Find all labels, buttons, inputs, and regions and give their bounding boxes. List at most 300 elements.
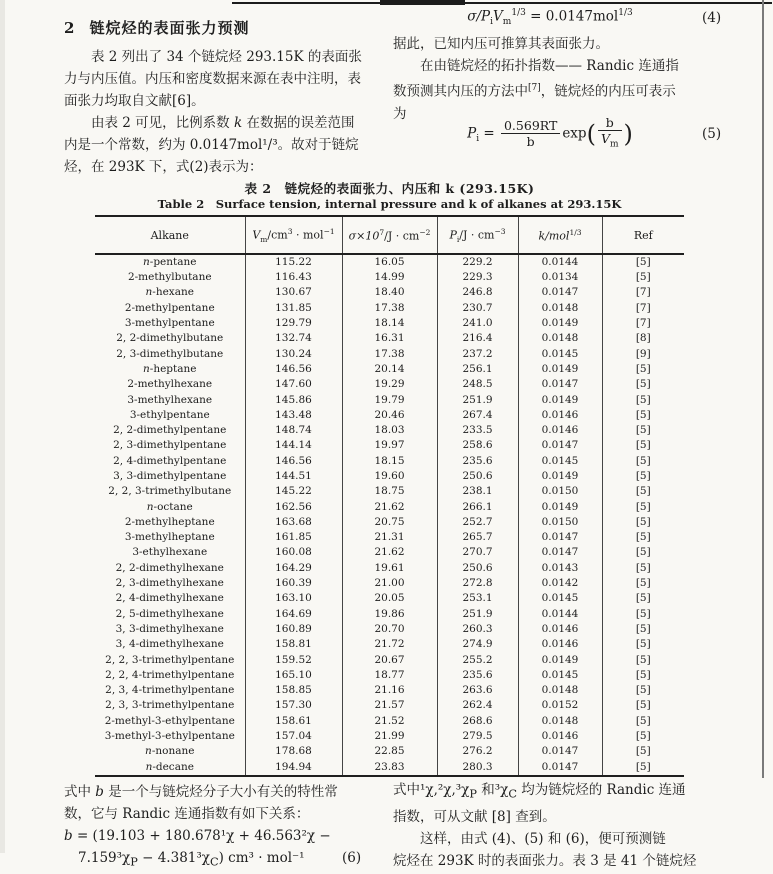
cell-ref: [5] [602,530,684,545]
col-header-vm [245,216,342,254]
cell-vm: 146.56 [245,362,342,377]
cell-k: 0.0144 [518,254,602,270]
cell-ref: [5] [602,561,684,576]
cell-ref: [5] [602,760,684,776]
eq-subscript: m [609,139,619,150]
cell-ref: [5] [602,591,684,606]
cell-vm: 158.85 [245,683,342,698]
cell-vm: 144.14 [245,438,342,453]
cell-vm: 146.56 [245,454,342,469]
eq-superscript: 1/3 [569,227,582,237]
cell-pi: 255.2 [437,652,518,667]
cell-k: 0.0147 [518,744,602,759]
eq-subscript: P [130,855,138,869]
cell-sigma: 18.40 [342,285,437,300]
cell-sigma: 17.38 [342,301,437,316]
unit-text: /J · cm [459,228,495,242]
eq-superscript: 3 [287,226,293,236]
cell-alkane: 2-methylheptane [124,515,215,528]
equation-4 [398,8,746,27]
equation-5-body [398,115,702,153]
cell-k: 0.0143 [518,561,602,576]
cell-sigma: 19.97 [342,438,437,453]
cell-alkane: 3, 4-dimethylhexane [115,638,224,651]
cell-k: 0.0147 [518,285,602,300]
cell-alkane: 2, 2-dimethylbutane [116,332,224,345]
cell-pi: 235.6 [437,668,518,683]
cell-alkane: 2-methylbutane [127,271,212,284]
cell-alkane: 2, 2, 4-trimethylpentane [105,668,235,681]
eq-subscript: m [260,234,268,244]
cell-sigma: 20.14 [342,362,437,377]
cell-ref: [5] [602,637,684,652]
cell-sigma: 22.85 [342,744,437,759]
cell-vm: 132.74 [245,331,342,346]
cell-ref: [5] [602,377,684,392]
table-row [95,714,684,729]
cell-ref: [5] [602,744,684,759]
cell-pi: 246.8 [437,285,518,300]
col-header-alkane: Alkane [95,216,245,254]
cell-ref: [5] [602,438,684,453]
cell-ref: [5] [602,469,684,484]
cell-pi: 262.4 [437,698,518,713]
cell-vm: 164.69 [245,607,342,622]
cell-vm: 159.52 [245,652,342,667]
cell-pi: 265.7 [437,530,518,545]
scan-artifact-right-line [762,0,764,778]
table-row [95,392,684,407]
cell-pi: 237.2 [437,346,518,361]
table-row [95,285,684,300]
cell-ref: [5] [602,729,684,744]
cell-k: 0.0146 [518,622,602,637]
table-row [95,362,684,377]
cell-pi: 252.7 [437,515,518,530]
cell-vm: 157.04 [245,729,342,744]
cell-k: 0.0148 [518,714,602,729]
cell-k: 0.0149 [518,316,602,331]
cell-ref: [5] [602,714,684,729]
cell-k: 0.0146 [518,637,602,652]
cell-vm: 130.24 [245,346,342,361]
cell-alkane: n-decane [145,760,194,773]
fraction-numerator: b [598,115,622,131]
text-line [393,77,747,103]
cell-ref: [5] [602,484,684,499]
eq-subscript: C [209,855,219,869]
cell-vm: 145.22 [245,484,342,499]
eq-term: σ/P [467,8,491,25]
cell-sigma: 20.05 [342,591,437,606]
cell-pi: 276.2 [437,744,518,759]
cell-pi: 270.7 [437,545,518,560]
equation-4-body [398,8,702,27]
eq-term: P [449,228,457,242]
cell-pi: 274.9 [437,637,518,652]
eq-superscript: 1/3 [618,8,633,18]
cell-vm: 164.29 [245,561,342,576]
table-row [95,408,684,423]
cell-pi: 230.7 [437,301,518,316]
text-line: 指数，可从文献 [8] 查到。 [393,808,556,825]
cell-k: 0.0148 [518,331,602,346]
table-row [95,530,684,545]
cell-k: 0.0146 [518,729,602,744]
cell-vm: 162.56 [245,499,342,514]
equation-6-line2 [64,847,386,874]
table-row [95,254,684,270]
cell-alkane: 2, 2-dimethylhexane [115,561,224,574]
table-row [95,637,684,652]
cell-pi: 229.2 [437,254,518,270]
cell-k: 0.0149 [518,392,602,407]
cell-alkane: 3-ethylhexane [132,546,208,559]
eq-term: P [467,125,477,142]
cell-pi: 229.3 [437,270,518,285]
table-row [95,545,684,560]
cell-sigma: 18.77 [342,668,437,683]
table-row [95,668,684,683]
eq-superscript: −2 [419,227,431,237]
cell-alkane: 3-methyl-3-ethylpentane [104,730,235,743]
cell-alkane: 2, 3-dimethylbutane [116,347,224,360]
table-2 [95,215,684,777]
cell-vm: 163.68 [245,515,342,530]
cell-pi: 248.5 [437,377,518,392]
table-row [95,515,684,530]
cell-alkane: 3, 3-dimethylpentane [113,470,227,482]
table-row [95,622,684,637]
cell-k: 0.0145 [518,668,602,683]
cell-alkane: 3, 3-dimethylhexane [115,622,224,635]
cell-vm: 157.30 [245,698,342,713]
cell-sigma: 21.99 [342,729,437,744]
cell-alkane: n-pentane [143,256,197,268]
cell-alkane: 2, 3, 3-trimethylpentane [105,699,235,712]
left-paren: ( [586,119,596,148]
cell-pi: 250.6 [437,469,518,484]
table-row [95,346,684,361]
cell-k: 0.0149 [518,499,602,514]
cell-sigma: 23.83 [342,760,437,776]
eq-term: − 4.381³χ [137,850,210,866]
fraction-numerator: 0.569RT [501,118,560,134]
cell-sigma: 18.14 [342,316,437,331]
eq-term: 7.159³χ [78,850,131,866]
table-row [95,576,684,591]
cell-alkane: n-nonane [145,745,195,758]
cell-vm: 115.22 [245,254,342,270]
cell-sigma: 19.29 [342,377,437,392]
cell-k: 0.0147 [518,438,602,453]
cell-ref: [5] [602,254,684,270]
unit-text: · mol [292,228,324,242]
cell-k: 0.0134 [518,270,602,285]
eq-term: V [252,228,261,242]
eq-term: σ×10 [348,229,380,243]
cell-alkane: 2, 3-dimethylpentane [113,439,227,452]
text-run: 由表 2 可见，比例系数 [91,115,234,131]
cell-sigma: 16.31 [342,331,437,346]
cell-k: 0.0147 [518,530,602,545]
cell-pi: 280.3 [437,760,518,776]
text-run: 和³χ [476,782,509,798]
cell-k: 0.0147 [518,760,602,776]
cell-pi: 216.4 [437,331,518,346]
cell-vm: 178.68 [245,744,342,759]
cell-ref: [5] [602,454,684,469]
section-number: 2 [64,19,76,37]
table-row [95,683,684,698]
equation-6-line1 [64,825,386,847]
cell-sigma: 20.75 [342,515,437,530]
table-row [95,744,684,759]
cell-k: 0.0150 [518,484,602,499]
text-line: 数，它与 Randic 连通指数有如下关系： [64,806,310,822]
cell-ref: [5] [602,362,684,377]
cell-ref: [5] [602,515,684,530]
left-column-text [64,46,386,178]
cell-sigma: 21.62 [342,545,437,560]
bottom-left-text [64,781,386,874]
text-line [64,781,386,803]
cell-sigma: 16.05 [342,254,437,270]
cell-alkane: 2-methylpentane [124,301,215,314]
cell-sigma: 21.57 [342,698,437,713]
cell-k: 0.0145 [518,454,602,469]
cell-pi: 279.5 [437,729,518,744]
table-row [95,469,684,484]
right-paren: ) [623,119,633,148]
cell-k: 0.0145 [518,346,602,361]
cell-ref: [5] [602,423,684,438]
cell-alkane: 2, 2, 3-trimethylpentane [105,653,235,666]
cell-sigma: 18.15 [342,454,437,469]
text-run: 式中¹χ,²χ,³χ [393,782,470,798]
alkane-table [95,215,684,777]
scan-artifact-top-blob [380,0,465,5]
cell-pi: 258.6 [437,438,518,453]
cell-vm: 130.67 [245,285,342,300]
table-row [95,698,684,713]
cell-k: 0.0144 [518,607,602,622]
cell-ref: [8] [602,331,684,346]
cell-pi: 260.3 [437,622,518,637]
cell-vm: 165.10 [245,668,342,683]
text-run: 均为链烷烃的 Randic 连通 [516,782,686,798]
table-title-zh: 表 2 链烷烃的表面张力、内压和 k (293.15K) [244,181,535,196]
eq-superscript: −1 [323,226,335,236]
table-row [95,438,684,453]
eq-superscript: −3 [494,226,506,236]
cell-sigma: 14.99 [342,270,437,285]
text-line: 在由链烷烃的拓扑指数—— Randic 连通指 [420,58,679,74]
table-row [95,729,684,744]
col-header-k [518,216,602,254]
table-row [95,377,684,392]
cell-ref: [5] [602,652,684,667]
cell-sigma: 21.52 [342,714,437,729]
equation-number: (5) [702,125,722,142]
cell-ref: [7] [602,316,684,331]
eq-subscript: i [490,17,494,28]
section-title: 链烷烃的表面张力预测 [89,19,250,37]
text-line: 烷烃在 293K 时的表面张力。表 3 是 41 个链烷烃 [393,852,697,869]
cell-alkane: 2, 3-dimethylhexane [115,577,224,590]
eq-subscript: i [456,234,460,244]
cell-pi: 272.8 [437,576,518,591]
cell-vm: 160.08 [245,545,342,560]
text-line: 力与内压值。内压和密度数据来源在表中注明，表 [64,71,361,87]
table-row [95,454,684,469]
text-run: ，链烷烃的内压可表示 [540,83,676,100]
cell-ref: [5] [602,408,684,423]
cell-vm: 143.48 [245,408,342,423]
cell-sigma: 21.00 [342,576,437,591]
cell-alkane: 2-methylhexane [127,378,213,391]
table-row [95,760,684,776]
text-run: 数预测其内压的方法中 [393,83,528,100]
cell-ref: [5] [602,607,684,622]
cell-sigma: 19.60 [342,469,437,484]
col-header-pi [437,216,518,254]
table-body [95,254,684,776]
cell-sigma: 20.46 [342,408,437,423]
cell-vm: 160.39 [245,576,342,591]
cell-pi: 235.6 [437,454,518,469]
cell-alkane: 3-methylpentane [124,317,215,330]
cell-ref: [5] [602,392,684,407]
col-header-ref: Ref [602,216,684,254]
cell-pi: 250.6 [437,561,518,576]
cell-k: 0.0147 [518,545,602,560]
cell-sigma: 19.86 [342,607,437,622]
cell-sigma: 20.70 [342,622,437,637]
eq-term: exp [562,125,587,142]
eq-superscript: 1/3 [511,8,526,18]
eq-term: k/mol [538,229,570,243]
cell-vm: 129.79 [245,316,342,331]
cell-vm: 161.85 [245,530,342,545]
cell-vm: 160.89 [245,622,342,637]
cell-vm: 145.86 [245,392,342,407]
table-row [95,484,684,499]
cell-sigma: 21.16 [342,683,437,698]
cell-pi: 268.6 [437,714,518,729]
right-column-text [393,33,747,125]
cell-k: 0.0146 [518,423,602,438]
text-line: 烃，在 293K 下，式(2)表示为： [64,159,263,175]
eq-term: b [64,828,73,844]
cell-sigma: 17.38 [342,346,437,361]
eq-term: = (19.103 + 180.678¹χ + 46.563²χ − [72,828,331,844]
cell-alkane: 2, 4-dimethylpentane [113,454,227,467]
text-run: 是一个与链烷烃分子大小有关的特性常 [103,784,338,800]
cell-vm: 148.74 [245,423,342,438]
cell-vm: 144.51 [245,469,342,484]
table-header-row [95,216,684,254]
cell-pi: 256.1 [437,362,518,377]
eq-term: = 0.0147mol [525,8,619,25]
cell-ref: [5] [602,668,684,683]
table-row [95,607,684,622]
cell-sigma: 19.79 [342,392,437,407]
cell-alkane: 2, 2, 3-trimethylbutane [108,485,232,498]
cell-sigma: 20.67 [342,652,437,667]
cell-ref: [5] [602,499,684,514]
eq-term: = [479,125,499,142]
eq-subscript: m [502,17,512,28]
cell-vm: 131.85 [245,301,342,316]
text-line: 面张力均取自文献[6]。 [64,93,205,109]
cell-pi: 233.5 [437,423,518,438]
cell-vm: 147.60 [245,377,342,392]
table-row [95,591,684,606]
cell-k: 0.0148 [518,683,602,698]
eq-subscript: i [476,133,480,144]
cell-ref: [7] [602,301,684,316]
scan-artifact-top-line [232,2,772,4]
cell-sigma: 21.62 [342,499,437,514]
fraction [598,115,622,153]
cell-k: 0.0149 [518,469,602,484]
cell-pi: 251.9 [437,392,518,407]
cell-alkane: n-octane [146,500,193,513]
fraction-denominator [598,131,622,153]
text-line: 据此，已知内压可推算其表面张力。 [393,36,609,52]
cell-ref: [5] [602,545,684,560]
table-row [95,331,684,346]
text-line [393,779,747,806]
cell-k: 0.0142 [518,576,602,591]
cell-vm: 158.81 [245,637,342,652]
cell-pi: 241.0 [437,316,518,331]
cell-sigma: 18.03 [342,423,437,438]
bottom-right-text [393,779,747,872]
text-run: 在数据的误差范围 [242,115,355,131]
eq-subscript: P [469,787,477,801]
cell-sigma: 18.75 [342,484,437,499]
text-line: 表 2 列出了 34 个链烷烃 293.15K 的表面张 [91,49,362,65]
cell-pi: 238.1 [437,484,518,499]
text-run: 式中 [64,784,96,800]
cell-sigma: 21.31 [342,530,437,545]
cell-ref: [5] [602,683,684,698]
cell-ref: [5] [602,622,684,637]
text-line [64,112,386,134]
cell-vm: 194.94 [245,760,342,776]
equation-number: (6) [342,850,362,866]
cell-k: 0.0146 [518,408,602,423]
cell-sigma: 19.61 [342,561,437,576]
table-row [95,301,684,316]
cell-k: 0.0149 [518,652,602,667]
unit-text: /J · cm [384,229,420,243]
equation-5 [398,115,746,153]
col-header-sigma [342,216,437,254]
unit-text: /cm [267,228,288,242]
cell-ref: [7] [602,285,684,300]
citation-mark: [7] [528,83,541,93]
equation-6-body [64,847,342,874]
cell-k: 0.0149 [518,362,602,377]
text-line: 这样，由式 (4)、(5) 和 (6)，便可预测链 [420,830,666,847]
cell-alkane: 2, 4-dimethylhexane [115,592,224,605]
table-row [95,423,684,438]
cell-ref: [5] [602,576,684,591]
fraction-denominator: b [526,134,535,150]
